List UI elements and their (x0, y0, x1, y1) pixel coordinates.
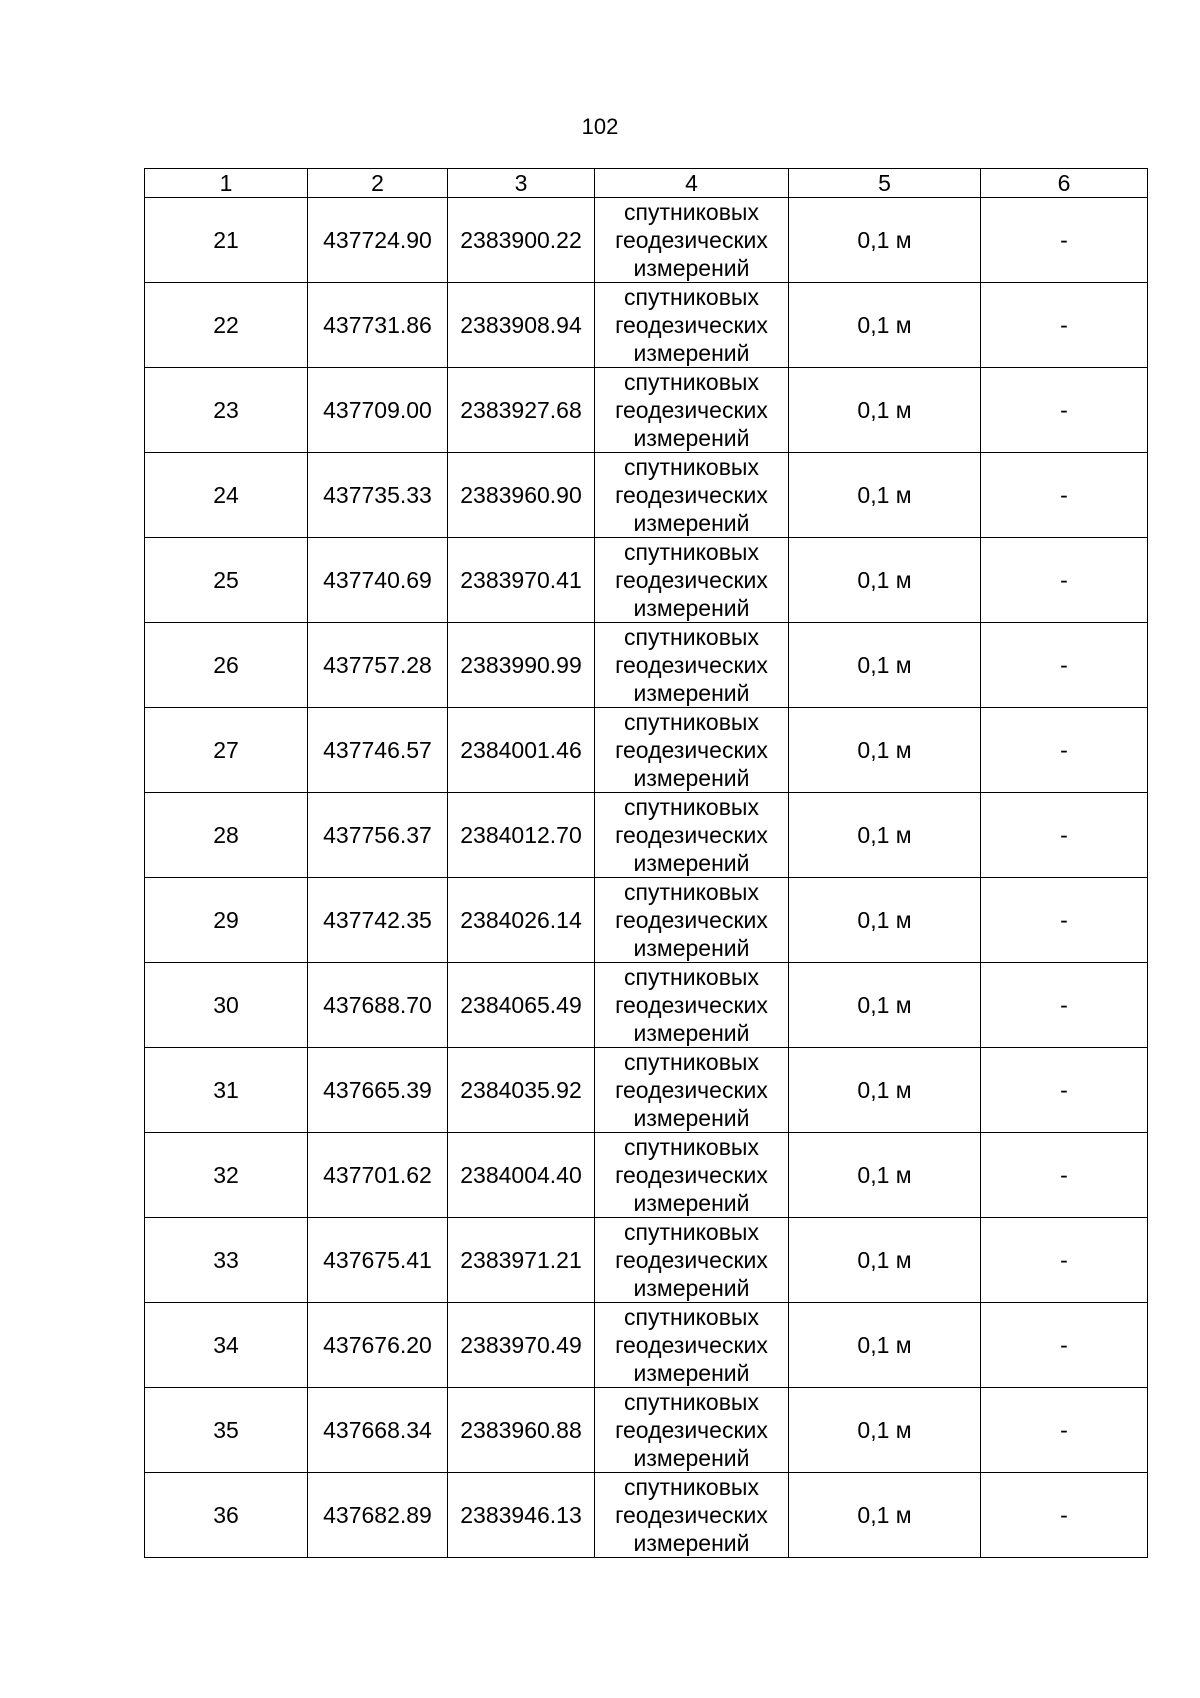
header-row (145, 169, 1148, 198)
point-number-cell: 30 (145, 963, 308, 1048)
y-coordinate-cell: 2384065.49 (448, 963, 595, 1048)
accuracy-cell: 0,1 м (789, 878, 981, 963)
method-line: геодезических (615, 1502, 768, 1528)
method-line: геодезических (615, 567, 768, 593)
accuracy-cell: 0,1 м (789, 963, 981, 1048)
method-cell (595, 368, 789, 453)
x-coordinate-cell: 437701.62 (308, 1133, 448, 1218)
accuracy-cell: 0,1 м (789, 538, 981, 623)
method-line: геодезических (615, 822, 768, 848)
method-line: спутниковых (624, 879, 759, 905)
method-line: спутниковых (624, 1134, 759, 1160)
header-col-4: 4 (595, 169, 789, 198)
y-coordinate-cell: 2384004.40 (448, 1133, 595, 1218)
note-cell: - (981, 793, 1148, 878)
method-line: геодезических (615, 312, 768, 338)
point-number-cell: 28 (145, 793, 308, 878)
y-coordinate-cell: 2383960.88 (448, 1388, 595, 1473)
x-coordinate-cell: 437746.57 (308, 708, 448, 793)
table-row (145, 368, 1148, 453)
method-line: геодезических (615, 1332, 768, 1358)
y-coordinate-cell: 2383970.41 (448, 538, 595, 623)
x-coordinate-cell: 437709.00 (308, 368, 448, 453)
point-number-cell: 36 (145, 1473, 308, 1558)
table-row (145, 1133, 1148, 1218)
method-cell (595, 878, 789, 963)
method-cell (595, 453, 789, 538)
x-coordinate-cell: 437682.89 (308, 1473, 448, 1558)
method-line: измерений (633, 765, 750, 791)
point-number-cell: 24 (145, 453, 308, 538)
method-line: спутниковых (624, 284, 759, 310)
method-line: спутниковых (624, 369, 759, 395)
x-coordinate-cell: 437675.41 (308, 1218, 448, 1303)
method-cell (595, 1388, 789, 1473)
x-coordinate-cell: 437688.70 (308, 963, 448, 1048)
note-cell: - (981, 878, 1148, 963)
note-cell: - (981, 1133, 1148, 1218)
method-cell (595, 198, 789, 283)
y-coordinate-cell: 2383960.90 (448, 453, 595, 538)
method-line: измерений (633, 595, 750, 621)
method-line: спутниковых (624, 1304, 759, 1330)
accuracy-cell: 0,1 м (789, 793, 981, 878)
x-coordinate-cell: 437742.35 (308, 878, 448, 963)
table-row (145, 1048, 1148, 1133)
x-coordinate-cell: 437731.86 (308, 283, 448, 368)
table-row (145, 453, 1148, 538)
note-cell: - (981, 453, 1148, 538)
y-coordinate-cell: 2384012.70 (448, 793, 595, 878)
header-col-5: 5 (789, 169, 981, 198)
table-row (145, 1218, 1148, 1303)
note-cell: - (981, 1048, 1148, 1133)
x-coordinate-cell: 437676.20 (308, 1303, 448, 1388)
method-cell (595, 1303, 789, 1388)
page-number: 102 (581, 114, 619, 139)
point-number-cell: 35 (145, 1388, 308, 1473)
method-line: спутниковых (624, 1219, 759, 1245)
y-coordinate-cell: 2383970.49 (448, 1303, 595, 1388)
method-cell (595, 283, 789, 368)
method-line: измерений (633, 680, 750, 706)
method-line: измерений (633, 1020, 750, 1046)
method-line: спутниковых (624, 539, 759, 565)
note-cell: - (981, 1388, 1148, 1473)
header-col-2: 2 (308, 169, 448, 198)
method-line: геодезических (615, 397, 768, 423)
accuracy-cell: 0,1 м (789, 198, 981, 283)
accuracy-cell: 0,1 м (789, 1303, 981, 1388)
method-cell (595, 1048, 789, 1133)
point-number-cell: 21 (145, 198, 308, 283)
x-coordinate-cell: 437740.69 (308, 538, 448, 623)
accuracy-cell: 0,1 м (789, 1218, 981, 1303)
method-line: спутниковых (624, 794, 759, 820)
method-line: геодезических (615, 1077, 768, 1103)
y-coordinate-cell: 2383927.68 (448, 368, 595, 453)
accuracy-cell: 0,1 м (789, 708, 981, 793)
method-line: измерений (633, 425, 750, 451)
method-line: геодезических (615, 1247, 768, 1273)
accuracy-cell: 0,1 м (789, 1133, 981, 1218)
method-line: геодезических (615, 227, 768, 253)
header-col-6: 6 (981, 169, 1148, 198)
y-coordinate-cell: 2383900.22 (448, 198, 595, 283)
y-coordinate-cell: 2384001.46 (448, 708, 595, 793)
method-cell (595, 538, 789, 623)
point-number-cell: 32 (145, 1133, 308, 1218)
note-cell: - (981, 538, 1148, 623)
point-number-cell: 33 (145, 1218, 308, 1303)
method-cell (595, 1218, 789, 1303)
method-cell (595, 708, 789, 793)
method-line: измерений (633, 340, 750, 366)
method-line: измерений (633, 1105, 750, 1131)
note-cell: - (981, 1218, 1148, 1303)
table-row (145, 198, 1148, 283)
point-number-cell: 34 (145, 1303, 308, 1388)
table-row (145, 538, 1148, 623)
method-line: измерений (633, 510, 750, 536)
method-line: геодезических (615, 907, 768, 933)
method-line: спутниковых (624, 1474, 759, 1500)
method-line: спутниковых (624, 709, 759, 735)
table-row (145, 708, 1148, 793)
x-coordinate-cell: 437668.34 (308, 1388, 448, 1473)
note-cell: - (981, 283, 1148, 368)
y-coordinate-cell: 2383908.94 (448, 283, 595, 368)
method-line: геодезических (615, 652, 768, 678)
method-line: геодезических (615, 482, 768, 508)
method-line: спутниковых (624, 1389, 759, 1415)
table-row (145, 1388, 1148, 1473)
accuracy-cell: 0,1 м (789, 1388, 981, 1473)
accuracy-cell: 0,1 м (789, 623, 981, 708)
method-line: измерений (633, 935, 750, 961)
method-line: геодезических (615, 992, 768, 1018)
note-cell: - (981, 1473, 1148, 1558)
method-line: спутниковых (624, 964, 759, 990)
method-line: измерений (633, 1190, 750, 1216)
table-row (145, 793, 1148, 878)
method-line: спутниковых (624, 624, 759, 650)
table-header (145, 169, 1148, 198)
note-cell: - (981, 963, 1148, 1048)
note-cell: - (981, 708, 1148, 793)
header-col-3: 3 (448, 169, 595, 198)
method-line: спутниковых (624, 199, 759, 225)
accuracy-cell: 0,1 м (789, 1048, 981, 1133)
x-coordinate-cell: 437735.33 (308, 453, 448, 538)
method-line: геодезических (615, 1162, 768, 1188)
method-line: геодезических (615, 737, 768, 763)
method-line: измерений (633, 1445, 750, 1471)
accuracy-cell: 0,1 м (789, 368, 981, 453)
point-number-cell: 29 (145, 878, 308, 963)
table-row (145, 1473, 1148, 1558)
point-number-cell: 26 (145, 623, 308, 708)
y-coordinate-cell: 2383946.13 (448, 1473, 595, 1558)
point-number-cell: 31 (145, 1048, 308, 1133)
x-coordinate-cell: 437665.39 (308, 1048, 448, 1133)
method-cell (595, 1473, 789, 1558)
point-number-cell: 25 (145, 538, 308, 623)
header-col-1: 1 (145, 169, 308, 198)
method-cell (595, 963, 789, 1048)
y-coordinate-cell: 2384035.92 (448, 1048, 595, 1133)
accuracy-cell: 0,1 м (789, 453, 981, 538)
accuracy-cell: 0,1 м (789, 1473, 981, 1558)
method-line: измерений (633, 1275, 750, 1301)
point-number-cell: 23 (145, 368, 308, 453)
method-line: измерений (633, 850, 750, 876)
accuracy-cell: 0,1 м (789, 283, 981, 368)
note-cell: - (981, 623, 1148, 708)
method-cell (595, 1133, 789, 1218)
method-line: измерений (633, 255, 750, 281)
method-line: измерений (633, 1530, 750, 1556)
method-line: геодезических (615, 1417, 768, 1443)
coordinates-table (144, 168, 1148, 1558)
x-coordinate-cell: 437724.90 (308, 198, 448, 283)
table-row (145, 1303, 1148, 1388)
table-row (145, 878, 1148, 963)
method-line: измерений (633, 1360, 750, 1386)
table-row (145, 283, 1148, 368)
x-coordinate-cell: 437757.28 (308, 623, 448, 708)
point-number-cell: 27 (145, 708, 308, 793)
method-line: спутниковых (624, 1049, 759, 1075)
y-coordinate-cell: 2383971.21 (448, 1218, 595, 1303)
note-cell: - (981, 368, 1148, 453)
x-coordinate-cell: 437756.37 (308, 793, 448, 878)
table-row (145, 963, 1148, 1048)
table-body (145, 198, 1148, 1558)
y-coordinate-cell: 2383990.99 (448, 623, 595, 708)
method-line: спутниковых (624, 454, 759, 480)
table-row (145, 623, 1148, 708)
note-cell: - (981, 198, 1148, 283)
method-cell (595, 623, 789, 708)
method-cell (595, 793, 789, 878)
y-coordinate-cell: 2384026.14 (448, 878, 595, 963)
point-number-cell: 22 (145, 283, 308, 368)
note-cell: - (981, 1303, 1148, 1388)
